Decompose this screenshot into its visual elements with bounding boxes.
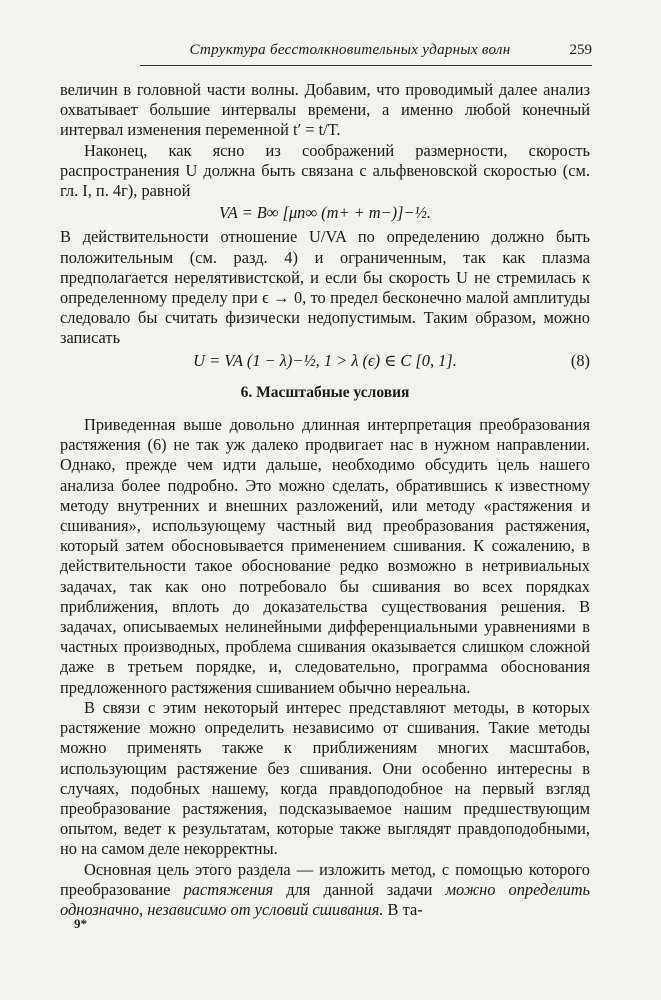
page-body (60, 80, 590, 920)
paragraph-1: величин в головной части волны. Добавим, что проводимый далее анализ охватывает большие интервалы времени, а именно любой конечный интервал изменения переменной t′ = t/T. (60, 80, 590, 140)
header-rule (140, 65, 592, 66)
page-number: 259 (569, 42, 592, 58)
formula-8 (60, 351, 590, 371)
equation-number: (8) (570, 350, 590, 370)
paragraph-6-italic-2: можно определить однозначно, независимо от условий сшивания. (60, 879, 590, 919)
formula-alfven-speed (60, 203, 590, 223)
paragraph-3: В действительности отношение U/VA по определению должно быть положительным (см. разд. 4) и ограниченным, так как плазма предполагается нерелятивистской, и если бы скорость U не стремилась к определенному пределу при ϵ → 0, то предел бесконечно малой амплитуды следовало бы считать физически недопустимым. Таким образом, можно записать (60, 227, 590, 348)
paragraph-6-italic-1: растяжения (183, 879, 274, 899)
section-heading: 6. Масштабные условия (240, 383, 410, 401)
paragraph-6-start: Основная цель этого раздела — изложить метод, с помощью которого преобразование (60, 859, 590, 899)
formula-1-text: VA = B∞ [μn∞ (m+ + m−)]−½. (219, 203, 431, 223)
formula-2-text: U = VA (1 − λ)−½, 1 > λ (ϵ) ∈ C [0, 1]. (193, 350, 457, 370)
paragraph-6 (60, 860, 590, 921)
paragraph-5: В связи с этим некоторый интерес представляют методы, в которых растяжение можно определить независимо от сшивания. Такие методы можно применять также к приближениям многих масштабов, использующим растяжение без сшивания. Они особенно интересны в случаях, подобных нашему, когда правдоподобное на первый взгляд преобразование растяжения, подсказываемое нашим предшествующим опытом, ведет к результатам, которые также выглядят правдоподобными, но на самом деле некорректны. (60, 697, 590, 859)
paragraph-4: Приведенная выше довольно длинная интерпретация преобразования растяжения (6) не так уж далеко продвигает нас в нужном направлении. Однако, прежде чем идти дальше, необходимо обсудить цель нашего анализа более подробно. Это можно сделать, обратившись к известному методу внутренних и внешних разложений, или методу «растяжения и сшивания», использующему частный вид преобразования растяжения, который затем обосновывается применением сшивания. К сожалению, в действительности такое обоснование редко возможно в нетривиальных задачах, так как оно потребовало бы сшивания во всех порядках приближения, вплоть до доказательства существования решения. В задачах, описываемых нелинейными дифференциальными уравнениями в частных производных, проблема сшивания оказывается слишком сложной даже в третьем порядке, и, следовательно, программа обоснования предложенного растяжения сшиванием обычно нереальна. (60, 415, 590, 697)
signature-mark: 9* (74, 916, 87, 931)
paragraph-6-end: В та- (383, 899, 423, 919)
paragraph-6-mid: для данной задачи (273, 879, 446, 899)
page-header (140, 40, 592, 66)
running-title: Структура бесстолкновительных ударных волн (189, 42, 511, 58)
paragraph-2: Наконец, как ясно из соображений размерности, скорость распространения U должна быть связана с альфвеновской скоростью (см. гл. I, п. 4г), равной (60, 140, 590, 201)
